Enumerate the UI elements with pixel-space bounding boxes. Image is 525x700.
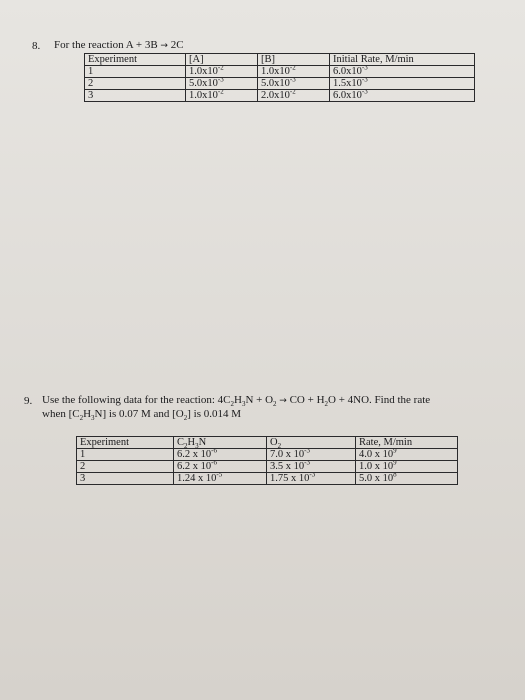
q9-line2-tail: ] is 0.014 M — [187, 408, 242, 420]
reaction-arrow-icon: → — [160, 41, 168, 51]
table-row — [85, 90, 475, 102]
q9-c-cell — [174, 461, 267, 473]
exponent: -6 — [211, 460, 217, 467]
q9-exp-cell: 3 — [77, 473, 174, 485]
exponent: 9 — [393, 460, 397, 467]
reaction-arrow-icon: → — [279, 396, 287, 406]
subscript: 2 — [230, 400, 234, 409]
exponent: -3 — [361, 89, 368, 96]
q8-header-experiment: Experiment — [85, 54, 186, 66]
table-row — [85, 66, 475, 78]
mantissa: 6.0x10 — [333, 90, 362, 101]
mantissa: 6.0x10 — [333, 66, 362, 77]
q9-exp-cell: 2 — [77, 461, 174, 473]
q9-data-table — [76, 436, 458, 485]
question-9-number: 9. — [24, 395, 33, 407]
q9-line2-mid: N] is 0.07 M and [O — [94, 408, 184, 420]
mantissa: 4.0 x 10 — [359, 449, 394, 460]
mantissa: 6.2 x 10 — [177, 449, 212, 460]
subscript: 2 — [183, 414, 188, 423]
q9-c-cell — [174, 449, 267, 461]
q8-header-a: [A] — [186, 54, 258, 66]
table-row — [85, 78, 475, 90]
q9-header-row — [77, 437, 458, 449]
mantissa: 1.5x10 — [333, 78, 362, 89]
mantissa: 5.0x10 — [261, 78, 290, 89]
mantissa: 1.0 x 10 — [359, 461, 394, 472]
q9-header-o2: $O_2$ — [267, 437, 356, 449]
question-8-prompt — [54, 39, 184, 53]
q8-exp-cell: 2 — [85, 78, 186, 90]
mantissa: 7.0 x 10 — [270, 449, 305, 460]
q8-rate-cell — [330, 78, 475, 90]
subscript: 3 — [241, 400, 246, 409]
subscript: 2 — [324, 400, 329, 409]
mantissa: 2.0x10 — [261, 90, 290, 101]
q9-o-cell — [267, 473, 356, 485]
exponent: -2 — [217, 89, 224, 96]
mantissa: 1.0x10 — [261, 66, 290, 77]
exponent: -3 — [361, 77, 368, 84]
q8-a-cell — [186, 90, 258, 102]
exponent: -3 — [304, 460, 310, 467]
question-8-number: 8. — [32, 40, 41, 52]
exponent: -2 — [289, 89, 296, 96]
q8-b-cell — [258, 78, 330, 90]
q9-prompt-text: Use the following data for the reaction: 4C — [42, 394, 231, 406]
exponent: -6 — [211, 448, 217, 455]
q8-header-rate: Initial Rate, M/min — [330, 54, 475, 66]
subscript: 3 — [91, 414, 95, 423]
q9-rate-cell — [356, 473, 458, 485]
mantissa: 1.0x10 — [189, 90, 218, 101]
exponent: -5 — [216, 472, 223, 479]
table-row — [77, 461, 458, 473]
exponent: 8 — [393, 472, 397, 479]
q8-b-cell — [258, 66, 330, 78]
mantissa: 1.24 x 10 — [177, 473, 217, 484]
q8-exp-cell: 1 — [85, 66, 186, 78]
q9-o-cell — [267, 449, 356, 461]
q8-rate-cell — [330, 90, 475, 102]
subscript: 2 — [79, 414, 84, 423]
mantissa: 6.2 x 10 — [177, 461, 212, 472]
q8-a-cell — [186, 78, 258, 90]
q9-rate-cell — [356, 461, 458, 473]
exponent: -3 — [289, 77, 296, 84]
mantissa: 1.75 x 10 — [270, 473, 310, 484]
table-row — [77, 449, 458, 461]
exponent: -2 — [217, 65, 224, 72]
table-row — [77, 473, 458, 485]
q9-reactant-text: N + O — [245, 394, 274, 406]
q8-product: 2C — [170, 39, 184, 51]
q9-exp-cell: 1 — [77, 449, 174, 461]
q8-prompt-text: For the reaction A + 3B — [54, 39, 158, 51]
exponent: -3 — [304, 448, 310, 455]
q9-header-c2h3n: $C_2H_3N$ — [174, 437, 267, 449]
q8-data-table — [84, 53, 475, 102]
q8-exp-cell: 3 — [85, 90, 186, 102]
q8-a-cell — [186, 66, 258, 78]
q9-header-experiment: Experiment — [77, 437, 174, 449]
mantissa: 5.0 x 10 — [359, 473, 394, 484]
mantissa: 1.0x10 — [189, 66, 218, 77]
q8-header-row — [85, 54, 475, 66]
mantissa: 5.0x10 — [189, 78, 218, 89]
exponent: -2 — [289, 65, 296, 72]
q8-rate-cell — [330, 66, 475, 78]
exponent: -3 — [309, 472, 316, 479]
subscript: 2 — [273, 400, 277, 409]
exponent: -3 — [217, 77, 224, 84]
exponent: 9 — [393, 448, 397, 455]
q9-header-rate: Rate, M/min — [356, 437, 458, 449]
q9-c-cell — [174, 473, 267, 485]
q8-header-b: [B] — [258, 54, 330, 66]
mantissa: 3.5 x 10 — [270, 461, 305, 472]
q9-prompt-tail: O + 4NO. Find the rate — [328, 394, 431, 406]
q8-b-cell — [258, 90, 330, 102]
exponent: -3 — [361, 65, 368, 72]
q9-o-cell — [267, 461, 356, 473]
q9-rate-cell — [356, 449, 458, 461]
question-9-prompt-line-1: Use the following data for the reaction: $4C_2H_3N + O_2$ → CO + $H_2O + 4NO$. Find the rate — [42, 394, 431, 409]
q9-products-text: CO + H — [289, 394, 325, 406]
question-9-prompt-line-2: when $[C_2H_3N]$ is 0.07 M and $[O_2]$ is 0.014 M — [42, 408, 242, 423]
q9-line2-text: when [C — [42, 408, 80, 420]
